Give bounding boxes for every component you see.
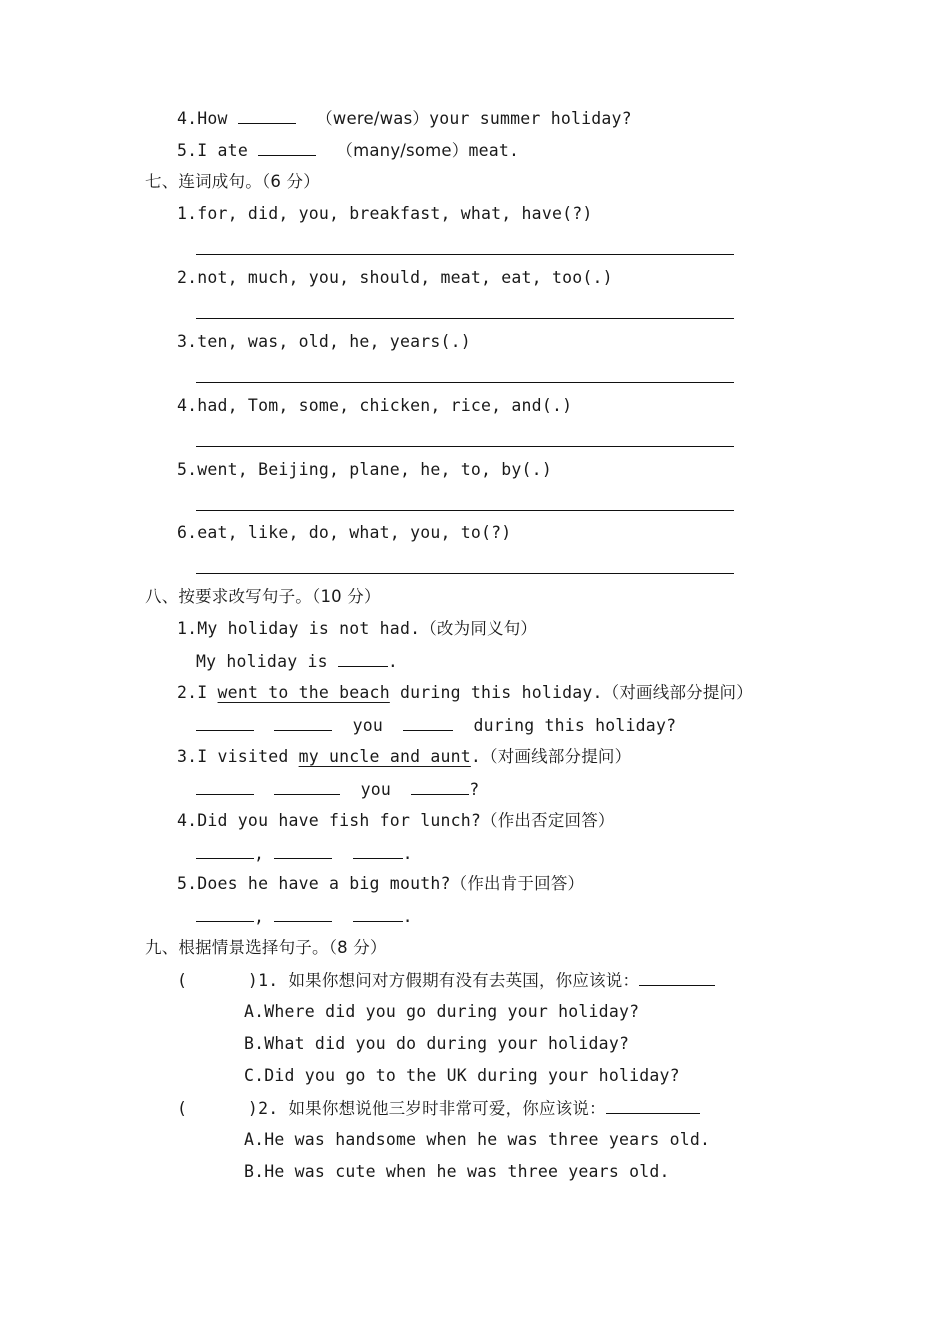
rewrite-question-2: 2.I went to the beach during this holiday.（对画线部分提问） <box>177 683 753 702</box>
answer-blank[interactable] <box>274 778 340 795</box>
answer-blank[interactable] <box>196 714 254 731</box>
answer-blank[interactable] <box>411 778 469 795</box>
section-7-title: 七、连词成句。（6 分） <box>145 172 320 191</box>
section-9-title: 九、根据情景选择句子。（8 分） <box>145 938 387 957</box>
answer-blank[interactable] <box>353 842 403 859</box>
option-1c: C.Did you go to the UK during your holiday? <box>244 1066 680 1085</box>
answer-line-2[interactable] <box>196 318 734 319</box>
reorder-item-2: 2.not, much, you, should, meat, eat, too(.) <box>177 268 613 287</box>
answer-blank[interactable] <box>274 714 332 731</box>
reorder-item-4: 4.had, Tom, some, chicken, rice, and(.) <box>177 396 573 415</box>
rewrite-question-3: 3.I visited my uncle and aunt.（对画线部分提问） <box>177 747 632 766</box>
option-2b: B.He was cute when he was three years old. <box>244 1162 670 1181</box>
rewrite-answer-3: you ? <box>196 778 479 801</box>
rewrite-answer-1: My holiday is . <box>196 652 399 671</box>
answer-line-4[interactable] <box>196 446 734 447</box>
answer-blank[interactable] <box>196 842 254 859</box>
reorder-item-6: 6.eat, like, do, what, you, to(?) <box>177 523 512 542</box>
answer-blank[interactable] <box>403 714 453 731</box>
section-8-title: 八、按要求改写句子。（10 分） <box>145 587 381 606</box>
rewrite-question-4: 4.Did you have fish for lunch?（作出否定回答） <box>177 811 615 830</box>
rewrite-answer-2: you during this holiday? <box>196 714 676 737</box>
rewrite-answer-4: , . <box>196 842 413 865</box>
answer-blank[interactable] <box>274 905 332 922</box>
answer-paren[interactable]: ( )1. <box>177 971 279 990</box>
answer-blank[interactable] <box>196 905 254 922</box>
answer-line-6[interactable] <box>196 573 734 574</box>
fill-question-4: 4.How （were/was）your summer holiday? <box>177 109 632 128</box>
fill-question-5: 5.I ate （many/some）meat. <box>177 141 520 160</box>
underlined-phrase: went to the beach <box>217 683 390 702</box>
option-2a: A.He was handsome when he was three years old. <box>244 1130 711 1149</box>
reorder-item-1: 1.for, did, you, breakfast, what, have(?) <box>177 204 593 223</box>
answer-line-5[interactable] <box>196 510 734 511</box>
answer-blank[interactable] <box>639 969 715 986</box>
option-1b: B.What did you do during your holiday? <box>244 1034 630 1053</box>
answer-paren[interactable]: ( )2. <box>177 1099 279 1118</box>
answer-blank[interactable] <box>258 139 316 156</box>
rewrite-answer-5: , . <box>196 905 413 928</box>
choice-question-1: ( )1. 如果你想问对方假期有没有去英国，你应该说： <box>177 969 715 992</box>
answer-blank[interactable] <box>274 842 332 859</box>
choice-question-2: ( )2. 如果你想说他三岁时非常可爱，你应该说： <box>177 1097 700 1120</box>
answer-blank[interactable] <box>196 778 254 795</box>
answer-blank[interactable] <box>238 107 296 124</box>
reorder-item-3: 3.ten, was, old, he, years(.) <box>177 332 471 351</box>
answer-blank[interactable] <box>353 905 403 922</box>
rewrite-question-1: 1.My holiday is not had.（改为同义句） <box>177 619 538 638</box>
answer-line-3[interactable] <box>196 382 734 383</box>
answer-line-1[interactable] <box>196 254 734 255</box>
rewrite-question-5: 5.Does he have a big mouth?（作出肯于回答） <box>177 874 585 893</box>
answer-blank[interactable] <box>338 650 388 667</box>
reorder-item-5: 5.went, Beijing, plane, he, to, by(.) <box>177 460 552 479</box>
underlined-phrase: my uncle and aunt <box>298 747 471 766</box>
option-1a: A.Where did you go during your holiday? <box>244 1002 640 1021</box>
answer-blank[interactable] <box>606 1097 700 1114</box>
